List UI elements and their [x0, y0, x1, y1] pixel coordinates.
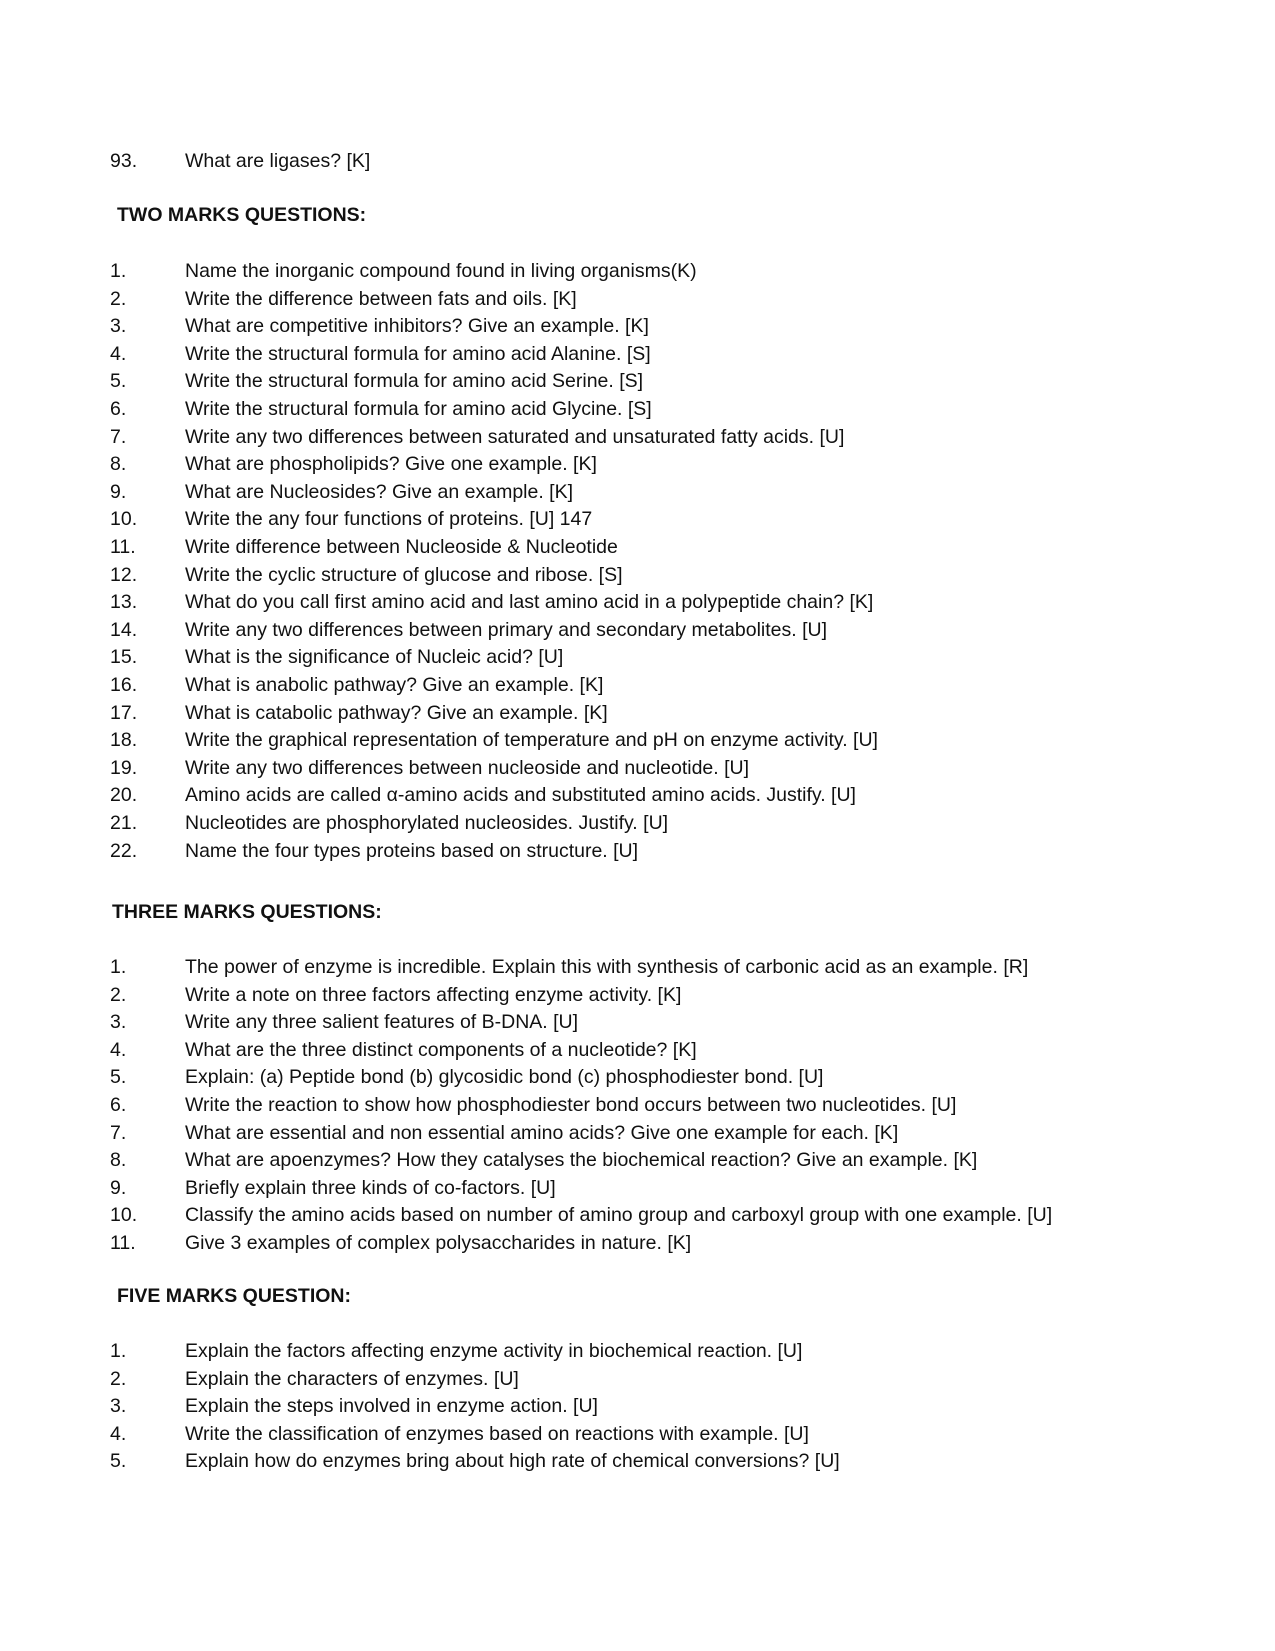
question-text: Write any two differences between saturated and unsaturated fatty acids. [U] [185, 426, 845, 448]
question-number: 20. [110, 784, 138, 806]
question-text: What do you call first amino acid and last amino acid in a polypeptide chain? [K] [185, 591, 874, 613]
question-text: Write the any four functions of proteins. [U] 147 [185, 508, 593, 530]
question-number: 5. [110, 1450, 127, 1472]
question-text: What are apoenzymes? How they catalyses the biochemical reaction? Give an example. [K] [185, 1149, 978, 1171]
question-number: 9. [110, 481, 127, 503]
question-item [0, 1201, 1275, 1229]
question-number: 3. [110, 1395, 127, 1417]
question-text: Write a note on three factors affecting enzyme activity. [K] [185, 984, 682, 1006]
question-text: What is catabolic pathway? Give an example. [K] [185, 702, 608, 724]
question-number: 13. [110, 591, 138, 613]
question-text: Write the reaction to show how phosphodiester bond occurs between two nucleotides. [U] [185, 1094, 957, 1116]
question-item [0, 588, 1275, 616]
question-number: 22. [110, 840, 138, 862]
question-item [0, 1008, 1275, 1036]
question-item [0, 781, 1275, 809]
question-text: What is the significance of Nucleic acid? [U] [185, 646, 564, 668]
question-text: Write the structural formula for amino acid Glycine. [S] [185, 398, 652, 420]
question-number: 17. [110, 702, 138, 724]
question-item [0, 953, 1275, 981]
question-item [0, 1420, 1275, 1448]
question-item [0, 312, 1275, 340]
question-number: 7. [110, 1122, 127, 1144]
question-text: What are Nucleosides? Give an example. [K] [185, 481, 574, 503]
question-number: 8. [110, 453, 127, 475]
question-item [0, 754, 1275, 782]
question-text: Write any three salient features of B-DNA. [U] [185, 1011, 579, 1033]
question-item [0, 1337, 1275, 1365]
question-item [0, 478, 1275, 506]
question-text: Explain how do enzymes bring about high rate of chemical conversions? [U] [185, 1450, 840, 1472]
question-item [0, 1119, 1275, 1147]
question-text: Write the structural formula for amino acid Alanine. [S] [185, 343, 651, 365]
question-text: What are phospholipids? Give one example. [K] [185, 453, 597, 475]
question-number: 6. [110, 398, 127, 420]
question-number: 6. [110, 1094, 127, 1116]
question-number: 11. [110, 1232, 136, 1254]
question-number: 16. [110, 674, 138, 696]
question-number: 2. [110, 1368, 127, 1390]
question-number: 21. [110, 812, 138, 834]
question-text: Name the four types proteins based on structure. [U] [185, 840, 639, 862]
question-text: Write the structural formula for amino acid Serine. [S] [185, 370, 644, 392]
question-item [0, 561, 1275, 589]
question-number: 12. [110, 564, 138, 586]
question-text: Name the inorganic compound found in living organisms(K) [185, 260, 697, 282]
question-item [0, 423, 1275, 451]
question-number: 3. [110, 315, 127, 337]
question-item [0, 340, 1275, 368]
question-number: 2. [110, 984, 127, 1006]
question-number: 19. [110, 757, 138, 779]
question-number: 4. [110, 1423, 127, 1445]
question-number: 93. [110, 150, 138, 172]
question-number: 10. [110, 1204, 138, 1226]
question-number: 3. [110, 1011, 127, 1033]
question-text: Write any two differences between nucleoside and nucleotide. [U] [185, 757, 750, 779]
question-text: Write difference between Nucleoside & Nucleotide [185, 536, 618, 558]
question-item [0, 505, 1275, 533]
question-number: 10. [110, 508, 138, 530]
question-text: Write any two differences between primary and secondary metabolites. [U] [185, 619, 828, 641]
question-text: Explain the steps involved in enzyme action. [U] [185, 1395, 598, 1417]
question-text: What are essential and non essential amino acids? Give one example for each. [K] [185, 1122, 899, 1144]
question-text: Nucleotides are phosphorylated nucleosides. Justify. [U] [185, 812, 669, 834]
question-text: What are competitive inhibitors? Give an example. [K] [185, 315, 649, 337]
question-text: Explain: (a) Peptide bond (b) glycosidic bond (c) phosphodiester bond. [U] [185, 1066, 824, 1088]
question-text: What are ligases? [K] [185, 150, 371, 172]
question-item [0, 981, 1275, 1009]
question-item [0, 1447, 1275, 1475]
question-item [0, 1146, 1275, 1174]
question-text: Give 3 examples of complex polysaccharides in nature. [K] [185, 1232, 692, 1254]
question-item [0, 147, 1275, 175]
question-text: Explain the factors affecting enzyme activity in biochemical reaction. [U] [185, 1340, 803, 1362]
question-text: Write the graphical representation of temperature and pH on enzyme activity. [U] [185, 729, 878, 751]
question-text: The power of enzyme is incredible. Explain this with synthesis of carbonic acid as an example. [R] [185, 956, 1029, 978]
question-item [0, 285, 1275, 313]
question-item [0, 726, 1275, 754]
question-item [0, 1229, 1275, 1257]
question-item [0, 1174, 1275, 1202]
question-item [0, 809, 1275, 837]
question-number: 4. [110, 1039, 127, 1061]
question-number: 14. [110, 619, 138, 641]
question-item [0, 533, 1275, 561]
question-item [0, 1091, 1275, 1119]
question-number: 5. [110, 370, 127, 392]
question-number: 15. [110, 646, 138, 668]
question-item [0, 1365, 1275, 1393]
question-number: 7. [110, 426, 127, 448]
question-item [0, 837, 1275, 865]
question-item [0, 1392, 1275, 1420]
section-heading-two-marks: TWO MARKS QUESTIONS: [117, 204, 367, 226]
question-number: 1. [110, 956, 127, 978]
question-text: Classify the amino acids based on number of amino group and carboxyl group with one example. [U] [185, 1204, 1053, 1226]
question-number: 4. [110, 343, 127, 365]
question-number: 8. [110, 1149, 127, 1171]
question-number: 1. [110, 260, 127, 282]
question-item [0, 671, 1275, 699]
question-number: 5. [110, 1066, 127, 1088]
question-item [0, 395, 1275, 423]
question-text: Write the difference between fats and oils. [K] [185, 288, 577, 310]
question-text: Write the cyclic structure of glucose and ribose. [S] [185, 564, 623, 586]
question-text: What is anabolic pathway? Give an example. [K] [185, 674, 604, 696]
question-item [0, 450, 1275, 478]
question-number: 1. [110, 1340, 127, 1362]
question-text: Briefly explain three kinds of co-factors. [U] [185, 1177, 556, 1199]
question-item [0, 1063, 1275, 1091]
question-number: 2. [110, 288, 127, 310]
question-text: Explain the characters of enzymes. [U] [185, 1368, 519, 1390]
question-number: 11. [110, 536, 136, 558]
question-number: 9. [110, 1177, 127, 1199]
question-item [0, 643, 1275, 671]
question-text: Write the classification of enzymes based on reactions with example. [U] [185, 1423, 809, 1445]
question-item [0, 367, 1275, 395]
question-text: Amino acids are called α-amino acids and substituted amino acids. Justify. [U] [185, 784, 856, 806]
question-number: 18. [110, 729, 138, 751]
question-item [0, 616, 1275, 644]
question-text: What are the three distinct components of a nucleotide? [K] [185, 1039, 697, 1061]
section-heading-five-marks: FIVE MARKS QUESTION: [117, 1285, 352, 1307]
question-item [0, 699, 1275, 727]
question-item [0, 257, 1275, 285]
question-item [0, 1036, 1275, 1064]
section-heading-three-marks: THREE MARKS QUESTIONS: [112, 901, 382, 923]
